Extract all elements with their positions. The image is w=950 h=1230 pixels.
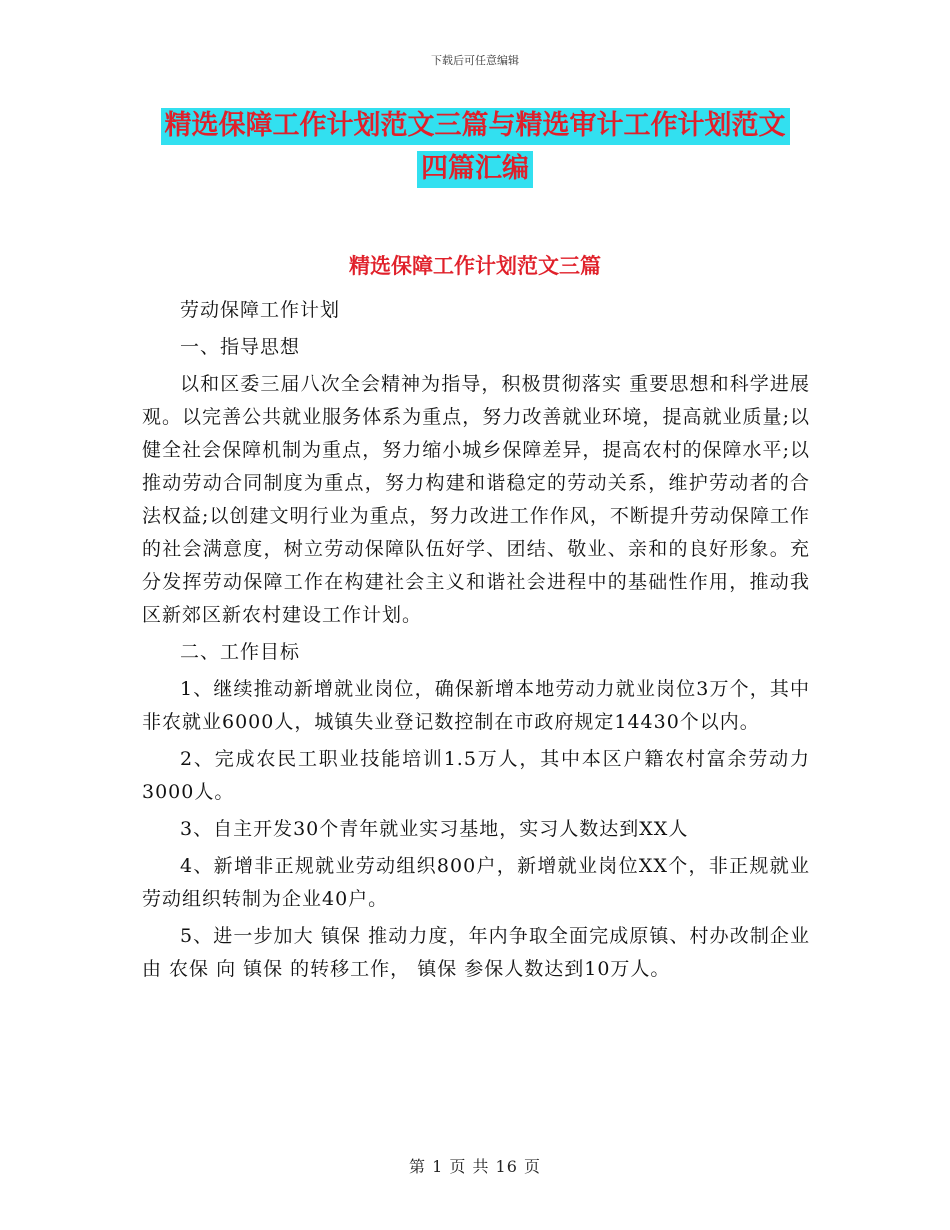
paragraph-goal-2: 2、完成农民工职业技能培训1.5万人，其中本区户籍农村富余劳动力3000人。 bbox=[142, 748, 810, 803]
paragraph-subtitle: 劳动保障工作计划 bbox=[180, 299, 341, 321]
paragraph-heading-work-goals: 二、工作目标 bbox=[180, 641, 301, 663]
paragraph-goal-4: 4、新增非正规就业劳动组织800户，新增就业岗位XX个，非正规就业劳动组织转制为企业40户。 bbox=[142, 855, 810, 910]
paragraph-guiding-thought: 以和区委三届八次全会精神为指导，积极贯彻落实 重要思想和科学进展观。以完善公共就业服务体系为重点，努力改善就业环境，提高就业质量;以健全社会保障机制为重点，努力缩小城乡保障差异，提高农村的保障水平;以推动劳动合同制度为重点，努力构建和谐稳定的劳动关系，维护劳动者的合法权益;以创建文明行业为重点，努力改进工作作风，不断提升劳动保障工作的社会满意度，树立劳动保障队伍好学、团结、敬业、亲和的良好形象。充分发挥劳动保障工作在构建社会主义和谐社会进程中的基础性作用，推动我区新郊区新农村建设工作计划。 bbox=[142, 373, 810, 626]
document-body bbox=[142, 294, 810, 990]
title-line-2: 四篇汇编 bbox=[417, 151, 533, 188]
page-footer: 第 1 页 共 16 页 bbox=[409, 1157, 541, 1176]
section-title: 精选保障工作计划范文三篇 bbox=[349, 254, 601, 278]
paragraph-goal-3: 3、自主开发30个青年就业实习基地，实习人数达到XX人 bbox=[180, 818, 689, 840]
header-note: 下载后可任意编辑 bbox=[431, 54, 519, 67]
title-line-1: 精选保障工作计划范文三篇与精选审计工作计划范文 bbox=[161, 108, 790, 145]
paragraph-heading-guiding-thought: 一、指导思想 bbox=[180, 336, 301, 358]
paragraph-goal-1: 1、继续推动新增就业岗位，确保新增本地劳动力就业岗位3万个，其中非农就业6000人，城镇失业登记数控制在市政府规定14430个以内。 bbox=[142, 678, 810, 733]
paragraph-goal-5: 5、进一步加大 镇保 推动力度，年内争取全面完成原镇、村办改制企业由 农保 向 镇保 的转移工作， 镇保 参保人数达到10万人。 bbox=[142, 925, 810, 980]
document-title bbox=[0, 108, 950, 188]
